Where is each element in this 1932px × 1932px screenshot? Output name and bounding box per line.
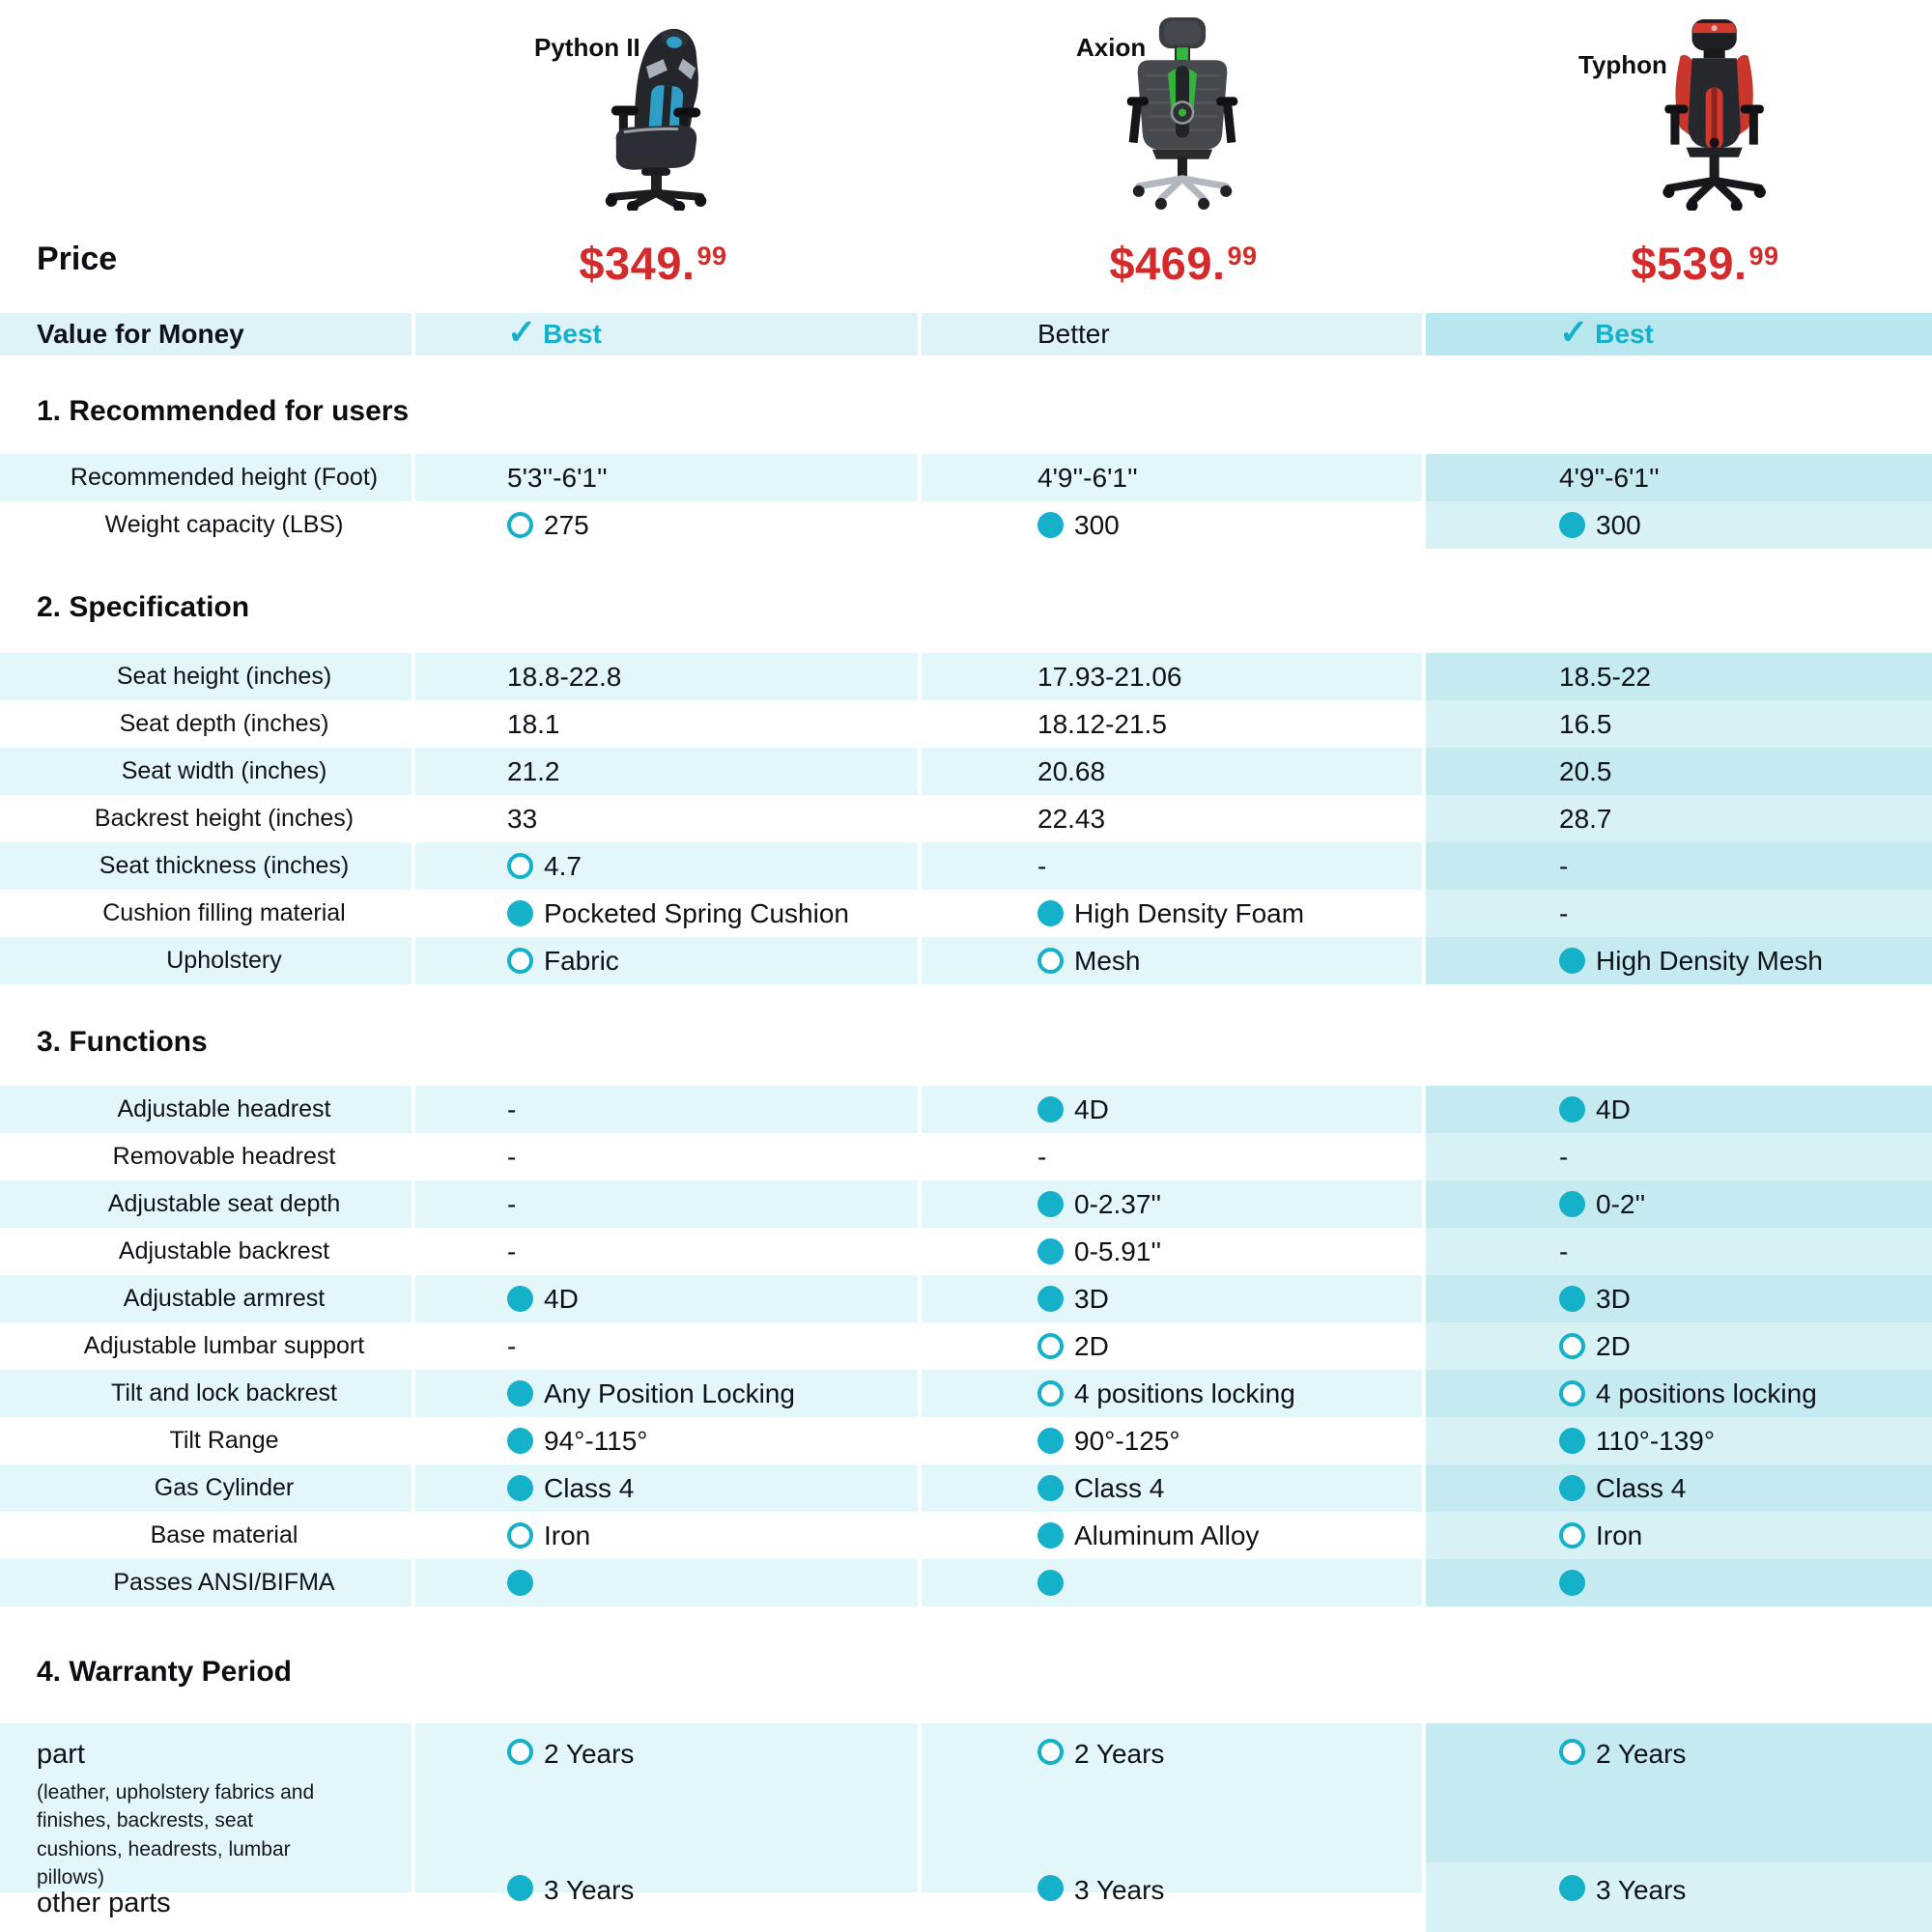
row-label-cell [0, 748, 412, 795]
table-row-adjustable-lumbar-support [0, 1322, 1932, 1370]
value-text: 4'9''-6'1'' [1037, 462, 1138, 493]
dot-outline-icon [1559, 1333, 1585, 1359]
value-text: Any Position Locking [544, 1378, 795, 1408]
dot-outline-icon [507, 1522, 533, 1548]
dot-filled-icon [507, 900, 533, 926]
dot-filled-icon [1559, 1570, 1585, 1596]
price-cents: 99 [1227, 242, 1258, 270]
value-text: 0-5.91'' [1074, 1236, 1162, 1266]
value-text: 20.5 [1559, 755, 1612, 786]
check-icon: ✓ [1559, 312, 1589, 352]
row-label-cell [0, 653, 412, 700]
row-label: other parts [37, 1888, 171, 1918]
value-text: 18.8-22.8 [507, 661, 622, 692]
price-cents: 99 [1748, 242, 1779, 270]
value-cell [1426, 1417, 1932, 1464]
value-text: Class 4 [1596, 1472, 1687, 1503]
dot-outline-icon [1559, 1739, 1585, 1765]
row-label-cell [0, 1370, 412, 1417]
row-label: Base material [150, 1521, 298, 1548]
dot-filled-icon [1037, 512, 1064, 538]
section-title: 3. Functions [37, 1025, 208, 1058]
price-dollars: $349. [579, 238, 696, 289]
value-cell [1426, 1464, 1932, 1512]
row-label: Tilt and lock backrest [111, 1379, 337, 1406]
dot-filled-icon [1037, 1570, 1064, 1596]
chair-image-typhon [1641, 12, 1788, 215]
value-cell [415, 795, 918, 842]
value-cell [922, 1275, 1422, 1322]
product-price [1037, 237, 1327, 290]
row-label-cell [0, 1228, 412, 1275]
value-text: 28.7 [1559, 803, 1612, 834]
product-column-python-ii [507, 0, 797, 313]
value-cell [1426, 1180, 1932, 1228]
value-cell [1426, 1512, 1932, 1559]
product-column-typhon [1559, 0, 1849, 313]
row-label-cell [0, 937, 412, 984]
value-text: 18.12-21.5 [1037, 708, 1167, 739]
row-label-cell [0, 795, 412, 842]
table-row-other-parts [0, 1862, 1932, 1932]
value-text: Iron [1596, 1520, 1643, 1550]
dot-filled-icon [1037, 1096, 1064, 1122]
chair-illustration-python-ii [579, 12, 725, 211]
header-row [0, 0, 1932, 313]
value-text: 21.2 [507, 755, 560, 786]
value-text: Mesh [1074, 945, 1141, 976]
value-cell [922, 700, 1422, 748]
value-text: 4D [1596, 1094, 1631, 1124]
value-text: 5'3''-6'1'' [507, 462, 608, 493]
table-row-adjustable-seat-depth [0, 1180, 1932, 1228]
section-title: 1. Recommended for users [37, 395, 410, 427]
section-4-warranty-period [0, 1606, 1932, 1932]
value-text: 90°-125° [1074, 1425, 1180, 1456]
table-row-base-material [0, 1512, 1932, 1559]
table-row-recommended-height-foot- [0, 454, 1932, 501]
row-label-cell [0, 1180, 412, 1228]
chair-illustration-typhon [1641, 12, 1788, 211]
row-label-cell [0, 1464, 412, 1512]
value-text: 20.68 [1037, 755, 1106, 786]
value-text: 16.5 [1559, 708, 1612, 739]
value-for-money-rating: Best [543, 319, 602, 349]
dot-filled-icon [507, 1286, 533, 1312]
value-cell [922, 454, 1422, 501]
value-cell [415, 890, 918, 937]
table-row-cushion-filling-material [0, 890, 1932, 937]
price-dollars: $469. [1109, 238, 1226, 289]
dot-outline-icon [1037, 1739, 1064, 1765]
table-row-weight-capacity-lbs- [0, 501, 1932, 549]
chair-illustration-axion [1109, 12, 1256, 211]
value-cell [1426, 890, 1932, 937]
chair-image-python-ii [579, 12, 725, 215]
row-label-cell [0, 1862, 412, 1932]
value-cell [415, 1559, 918, 1606]
value-text: 300 [1074, 509, 1120, 540]
row-label-cell [0, 1275, 412, 1322]
row-label-cell [0, 700, 412, 748]
value-cell [922, 842, 1422, 890]
value-text: 275 [544, 509, 589, 540]
table-row-passes-ansi-bifma [0, 1559, 1932, 1606]
row-label: Tilt Range [169, 1427, 279, 1454]
value-text: - [1037, 850, 1047, 881]
value-text: 3D [1596, 1283, 1631, 1314]
value-text: 2 Years [1074, 1739, 1165, 1769]
row-label: Passes ANSI/BIFMA [113, 1569, 335, 1596]
value-cell [922, 748, 1422, 795]
table-row-part [0, 1723, 1932, 1889]
value-cell [1426, 653, 1932, 700]
dot-filled-icon [507, 1428, 533, 1454]
row-label-cell [0, 501, 412, 549]
dot-filled-icon [1037, 1522, 1064, 1548]
value-text: 0-2'' [1596, 1188, 1646, 1219]
dot-filled-icon [1037, 900, 1064, 926]
value-cell [1426, 1275, 1932, 1322]
row-label-cell [0, 890, 412, 937]
dot-filled-icon [507, 1875, 533, 1901]
table-row-gas-cylinder [0, 1464, 1932, 1512]
table-row-tilt-and-lock-backrest [0, 1370, 1932, 1417]
product-price [1559, 237, 1849, 290]
table-row-seat-thickness-inches- [0, 842, 1932, 890]
value-cell [1426, 842, 1932, 890]
row-label-cell [0, 1086, 412, 1133]
row-label: Adjustable lumbar support [83, 1332, 365, 1359]
value-cell [1426, 1086, 1932, 1133]
value-text: 3 Years [1596, 1875, 1687, 1905]
value-cell [922, 1322, 1422, 1370]
value-cell [415, 1370, 918, 1417]
value-for-money-cell [922, 313, 1422, 355]
value-text: - [507, 1330, 517, 1361]
row-label: Seat width (inches) [121, 757, 327, 784]
dot-filled-icon [1037, 1875, 1064, 1901]
table-row-seat-width-inches- [0, 748, 1932, 795]
value-cell [922, 1417, 1422, 1464]
row-label-cell [0, 1417, 412, 1464]
value-text: - [1559, 850, 1569, 881]
value-text: Aluminum Alloy [1074, 1520, 1260, 1550]
value-text: 0-2.37'' [1074, 1188, 1162, 1219]
dot-outline-icon [507, 1739, 533, 1765]
value-cell [1426, 454, 1932, 501]
value-text: 3 Years [544, 1875, 635, 1905]
product-name: Axion [1076, 33, 1147, 62]
value-cell [922, 937, 1422, 984]
row-label: Seat thickness (inches) [99, 852, 350, 879]
product-header-axion [922, 0, 1422, 313]
row-label: Upholstery [166, 947, 282, 974]
dot-filled-icon [1037, 1286, 1064, 1312]
value-text: 4 positions locking [1074, 1378, 1295, 1408]
product-name: Python II [534, 33, 640, 62]
dot-filled-icon [507, 1570, 533, 1596]
product-name: Typhon [1578, 50, 1667, 79]
product-header-typhon [1426, 0, 1932, 313]
row-label: Backrest height (inches) [94, 805, 355, 832]
value-text: - [507, 1141, 517, 1172]
value-cell [415, 1464, 918, 1512]
table-row-adjustable-backrest [0, 1228, 1932, 1275]
table-row-removable-headrest [0, 1133, 1932, 1180]
value-text: 110°-139° [1596, 1425, 1716, 1456]
product-column-axion [1037, 0, 1327, 313]
value-cell [415, 1417, 918, 1464]
value-cell [415, 842, 918, 890]
table-row-adjustable-headrest [0, 1086, 1932, 1133]
value-text: High Density Foam [1074, 897, 1305, 928]
value-cell [1426, 795, 1932, 842]
value-text: 3D [1074, 1283, 1109, 1314]
row-label: Adjustable headrest [117, 1095, 331, 1122]
value-cell [415, 748, 918, 795]
table-row-backrest-height-inches- [0, 795, 1932, 842]
value-text: 2 Years [1596, 1739, 1687, 1769]
row-label-cell [0, 842, 412, 890]
section-header [0, 549, 1932, 653]
value-text: - [1559, 897, 1569, 928]
value-cell [1426, 700, 1932, 748]
value-cell [922, 501, 1422, 549]
product-header-python-ii [415, 0, 918, 313]
section-1-recommended-for-users [0, 355, 1932, 549]
value-cell [415, 454, 918, 501]
value-cell [922, 1862, 1422, 1932]
value-cell [1426, 1862, 1932, 1932]
value-cell [415, 501, 918, 549]
dot-filled-icon [507, 1475, 533, 1501]
value-for-money-rating: Best [1595, 319, 1654, 349]
value-text: High Density Mesh [1596, 945, 1823, 976]
value-text: Fabric [544, 945, 619, 976]
row-label: Adjustable backrest [118, 1237, 330, 1264]
table-row-upholstery [0, 937, 1932, 984]
table-row-adjustable-armrest [0, 1275, 1932, 1322]
row-label-cell [0, 1322, 412, 1370]
section-header [0, 355, 1932, 454]
value-text: 4 positions locking [1596, 1378, 1817, 1408]
dot-outline-icon [507, 512, 533, 538]
row-label: Removable headrest [112, 1143, 336, 1170]
value-cell [922, 1512, 1422, 1559]
value-text: 300 [1596, 509, 1641, 540]
row-label: Seat height (inches) [116, 663, 332, 690]
value-text: - [507, 1094, 517, 1124]
section-header [0, 1606, 1932, 1723]
value-cell [922, 653, 1422, 700]
value-cell [415, 1228, 918, 1275]
value-for-money-cell [1426, 313, 1932, 355]
row-label: part [37, 1739, 85, 1770]
dot-filled-icon [1559, 1428, 1585, 1454]
dot-outline-icon [1559, 1522, 1585, 1548]
value-cell [922, 1180, 1422, 1228]
value-text: 18.5-22 [1559, 661, 1651, 692]
value-cell [922, 890, 1422, 937]
value-cell [922, 1464, 1422, 1512]
table-row-tilt-range [0, 1417, 1932, 1464]
row-label: Gas Cylinder [154, 1474, 295, 1501]
section-2-specification [0, 549, 1932, 984]
dot-filled-icon [1559, 1286, 1585, 1312]
value-text: - [1559, 1141, 1569, 1172]
row-label-cell [0, 1133, 412, 1180]
value-text: 4D [1074, 1094, 1109, 1124]
value-text: 4'9''-6'1'' [1559, 462, 1660, 493]
value-text: 94°-115° [544, 1425, 648, 1456]
row-label-cell [0, 1512, 412, 1559]
value-for-money-rating: Better [1037, 319, 1110, 349]
value-text: 3 Years [1074, 1875, 1165, 1905]
value-cell [415, 1133, 918, 1180]
value-text: 22.43 [1037, 803, 1106, 834]
price-label-cell [0, 0, 412, 313]
comparison-sections [0, 355, 1932, 1932]
value-cell [415, 1322, 918, 1370]
value-cell [415, 700, 918, 748]
dot-filled-icon [1559, 1475, 1585, 1501]
dot-filled-icon [507, 1380, 533, 1406]
value-cell [1426, 937, 1932, 984]
dot-outline-icon [1037, 1380, 1064, 1406]
row-label: Cushion filling material [102, 899, 346, 926]
dot-outline-icon [1037, 1333, 1064, 1359]
row-label: Adjustable armrest [123, 1285, 326, 1312]
value-for-money-row [0, 313, 1932, 355]
section-title: 2. Specification [37, 591, 250, 623]
section-title: 4. Warranty Period [37, 1655, 292, 1688]
value-text: 2D [1596, 1330, 1631, 1361]
value-for-money-label: Value for Money [0, 313, 412, 355]
dot-filled-icon [1559, 1191, 1585, 1217]
value-cell [1426, 1228, 1932, 1275]
row-label-cell [0, 1559, 412, 1606]
value-text: - [1559, 1236, 1569, 1266]
table-row-seat-depth-inches- [0, 700, 1932, 748]
section-3-functions [0, 984, 1932, 1606]
value-cell [922, 795, 1422, 842]
value-cell [1426, 501, 1932, 549]
value-cell [922, 1559, 1422, 1606]
dot-filled-icon [1037, 1475, 1064, 1501]
value-cell [922, 1370, 1422, 1417]
dot-outline-icon [507, 948, 533, 974]
value-cell [1426, 1559, 1932, 1606]
value-text: Class 4 [1074, 1472, 1165, 1503]
value-text: 33 [507, 803, 538, 834]
dot-filled-icon [1559, 1096, 1585, 1122]
value-cell [922, 1133, 1422, 1180]
value-cell [922, 1086, 1422, 1133]
value-cell [1426, 748, 1932, 795]
dot-filled-icon [1037, 1191, 1064, 1217]
check-icon: ✓ [507, 312, 537, 352]
value-cell [415, 1275, 918, 1322]
value-text: 4D [544, 1283, 579, 1314]
price-dollars: $539. [1631, 238, 1747, 289]
section-header [0, 984, 1932, 1086]
dot-outline-icon [507, 853, 533, 879]
value-cell [922, 1228, 1422, 1275]
dot-filled-icon [1559, 1875, 1585, 1901]
value-cell [415, 653, 918, 700]
dot-filled-icon [1559, 512, 1585, 538]
value-cell [415, 1180, 918, 1228]
dot-filled-icon [1037, 1238, 1064, 1264]
price-cents: 99 [696, 242, 727, 270]
value-text: 4.7 [544, 850, 582, 881]
row-label: Adjustable seat depth [107, 1190, 341, 1217]
table-row-seat-height-inches- [0, 653, 1932, 700]
row-sublabel: (leather, upholstery fabrics and finishes, backrests, seat cushions, headrests, lumbar pillows) [37, 1781, 315, 1889]
dot-outline-icon [1559, 1380, 1585, 1406]
value-text: - [1037, 1141, 1047, 1172]
row-label: Weight capacity (LBS) [104, 511, 344, 538]
value-for-money-cell [415, 313, 918, 355]
value-text: 2D [1074, 1330, 1109, 1361]
value-cell [1426, 1133, 1932, 1180]
row-label: Recommended height (Foot) [70, 464, 379, 491]
product-price [507, 237, 797, 290]
value-cell [415, 1862, 918, 1932]
dot-filled-icon [1037, 1428, 1064, 1454]
row-label-cell [0, 454, 412, 501]
dot-filled-icon [1559, 948, 1585, 974]
value-cell [1426, 1322, 1932, 1370]
value-text: 2 Years [544, 1739, 635, 1769]
chair-image-axion [1109, 12, 1256, 215]
value-cell [1426, 1370, 1932, 1417]
value-text: Iron [544, 1520, 591, 1550]
value-cell [415, 1512, 918, 1559]
price-row-label: Price [37, 241, 118, 277]
value-cell [415, 1086, 918, 1133]
value-cell [415, 937, 918, 984]
value-text: - [507, 1188, 517, 1219]
value-text: 18.1 [507, 708, 560, 739]
dot-outline-icon [1037, 948, 1064, 974]
value-text: 17.93-21.06 [1037, 661, 1182, 692]
value-text: - [507, 1236, 517, 1266]
row-label: Seat depth (inches) [119, 710, 329, 737]
value-text: Class 4 [544, 1472, 635, 1503]
value-text: Pocketed Spring Cushion [544, 897, 849, 928]
